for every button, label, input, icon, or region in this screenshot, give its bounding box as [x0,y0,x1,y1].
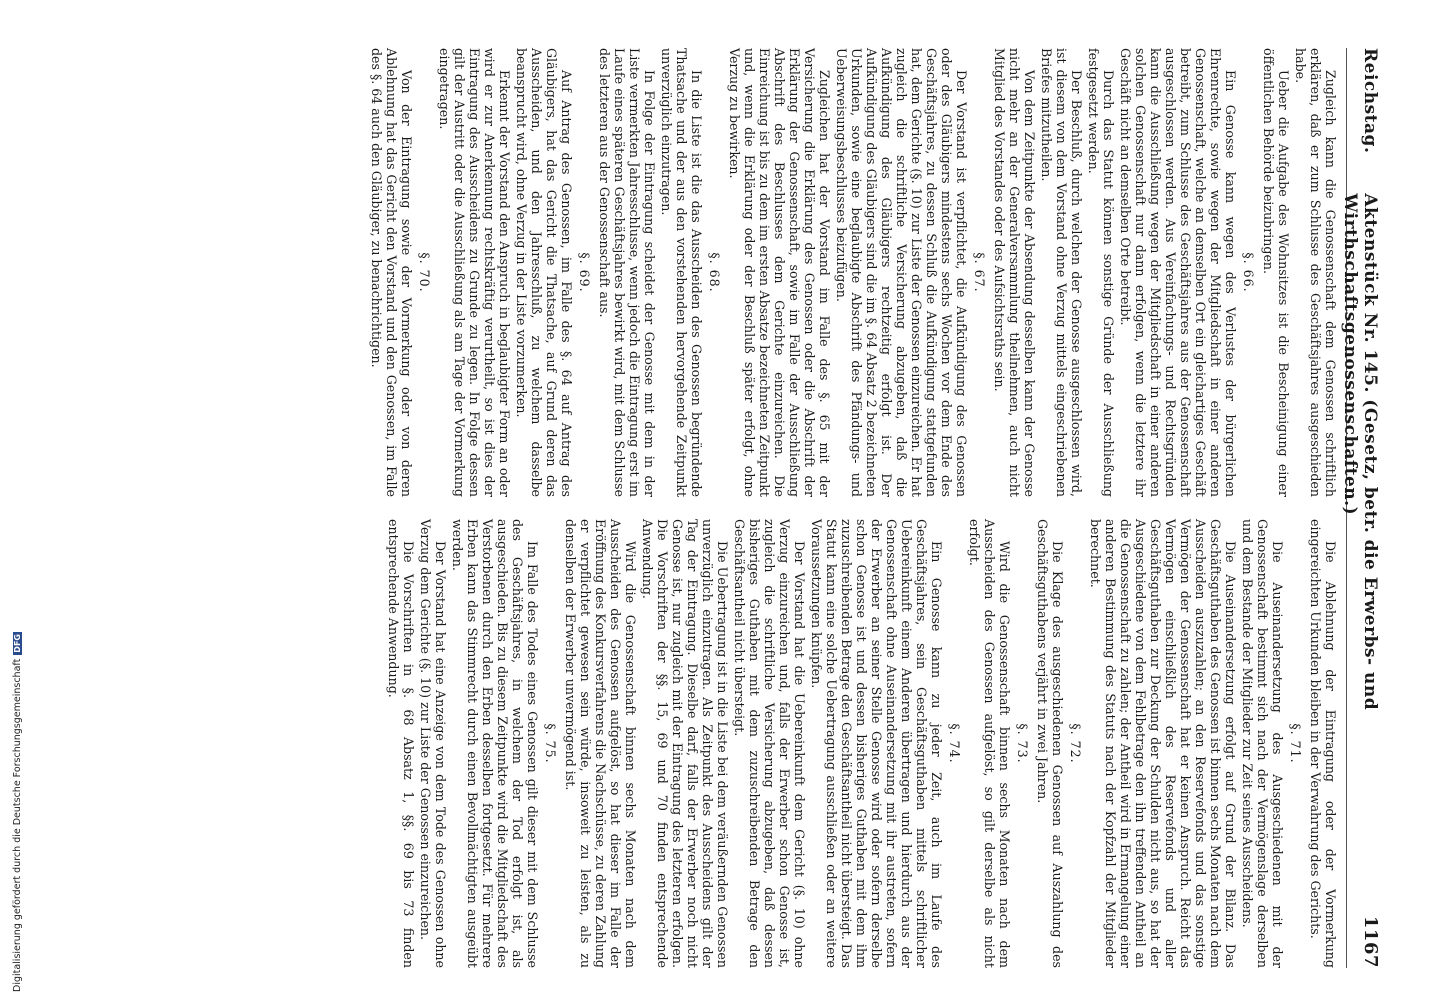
paragraph: Ein Genosse kann zu jeder Zeit, auch im Laufe des Geschäftsjahres, sein Geschäftsguthaben mittels schriftlicher Uebereinkunft einem Anderen übertragen und hierdurch aus der Genossenschaft ohne Auseinandersetzung mit ihr austreten, sofern der Erwerber an seiner Stelle Genosse wird oder sofern derselbe schon Genosse ist und dessen bisheriges Guthaben mit dem ihm zuzuschreibenden Betrage den Geschäftsantheil nicht übersteigt. Das Statut kann eine solche Uebertragung ausschließen oder an weitere Voraussetzungen knüpfen. [809,519,944,968]
header-left [1340,48,1380,916]
paragraph: Zugleich kann die Genossenschaft dem Genossen schriftlich erklären, daß er zum Schlusse des Geschäftsjahres ausgeschieden habe. [1293,48,1338,497]
page-number: 1167 [1360,915,1381,968]
document-page [77,38,1387,978]
paragraph: Durch das Statut können sonstige Gründe der Ausschließung festgesetzt werden. [1086,48,1116,497]
paragraph: Zugleichen hat der Vorstand im Falle des §. 65 mit der Versicherung die Erklärung des Genossen oder die Abschrift der Erklärung der Genossenschaft, sowie im Falle der Ausschließung Abschrift des Beschlusses dem Gerichte einzureichen. Die Einreichung ist bis zu dem im ersten Absatze bezeichneten Zeitpunkt und, wenn die Erklärung oder der Beschluß später erfolgt, ohne Verzug zu bewirken. [727,48,832,497]
paragraph: In die Liste ist die das Ausscheiden des Genossen begründende Thatsache und der aus den vorstehenden hervorgehende Zeitpunkt unverzüglich einzutragen. [659,48,704,497]
section-heading: §. 71. [1288,723,1303,764]
left-column [367,48,1338,497]
section-heading: §. 72. [1068,723,1083,764]
paragraph: Wird die Genossenschaft binnen sechs Monaten nach dem Ausscheiden des Genossen aufgelöst, so hat dieser im Falle der Eröffnung des Konkursverfahrens die Nachschüsse, zu deren Zahlung er verpflichtet gewesen sein würde, insoweit zu leisten, als zu denselben der Erwerber unvermögend ist. [563,519,638,968]
paragraph: Der Vorstand hat die Uebereinkunft dem Gericht (§. 10) ohne Verzug einzureichen und, falls der Erwerber schon Genosse ist, zugleich die schriftliche Versicherung abzugeben, daß dessen bisheriges Guthaben mit dem zuzuschreibenden Betrage den Geschäftsantheil nicht übersteigt. [732,519,807,968]
digitization-credit [12,632,23,992]
paragraph: Ueber die Aufgabe des Wohnsitzes ist die Bescheinigung einer öffentlichen Behörde beizubringen. [1261,48,1291,497]
paragraph: Die Ablehnung der Eintragung oder der Vormerkung eingereichten Urkunden bleiben in der Verwahrung des Gerichts. [1308,519,1338,968]
paragraph: Auf Antrag des Genossen, im Falle des §. 64 auf Antrag des Gläubigers, hat das Gericht die Thatsache, auf Grund deren das Ausscheiden, und den Jahresschluß, zu welchem dasselbe beansprucht wird, ohne Verzug in der Liste vorzumerken. [514,48,574,497]
paragraph: Die Auseinandersetzung des Ausgeschiedenen mit der Genossenschaft bestimmt sich nach der Vermögenslage derselben und dem Bestande der Mitglieder zur Zeit seines Ausscheidens. [1240,519,1285,968]
paragraph: Der Vorstand hat eine Anzeige von dem Tode des Genossen ohne Verzug dem Gerichte (§. 10) zur Liste der Genossen einzureichen. [418,519,448,968]
paragraph: In Folge der Eintragung scheidet der Genosse mit dem in der Liste vermerkten Jahresschlusse, wenn jedoch die Eintragung erst im Laufe eines späteren Geschäftsjahres bewirkt wird, mit dem Schlusse des letzteren aus der Genossenschaft aus. [597,48,657,497]
paragraph: Die Uebertragung ist in die Liste bei dem veräußernden Genossen unverzüglich einzutragen. Als Zeitpunkt des Ausscheidens gilt der Tag der Eintragung. Dieselbe darf, falls der Erwerber noch nicht Genosse ist, nur zugleich mit der Eintragung des letzteren erfolgen. Die Vorschriften der §§. 15, 69 und 70 finden entsprechende Anwendung. [640,519,730,968]
section-heading: §. 75. [543,723,558,764]
paragraph: Die Vorschriften in §. 68 Absatz 1, §§. 69 bis 73 finden entsprechende Anwendung. [386,519,416,968]
section-heading: §. 68. [707,252,722,293]
section-heading: §. 67. [972,252,987,293]
text-columns [367,48,1338,968]
paragraph: Der Vorstand ist verpflichtet, die Aufkündigung des Genossen oder des Gläubigers mindestens sechs Wochen vor dem Ende des Geschäftsjahres, zu dessen Schluß die Aufkündigung stattgefunden hat, dem Gerichte (§. 10) zur Liste der Genossen einzureichen. Er hat zugleich die schriftliche Versicherung abzugeben, daß die Aufkündigung des Gläubigers rechtzeitig erfolgt ist. Der Aufkündigung des Gläubigers sind die im §. 64 Absatz 2 bezeichneten Urkunden, sowie eine beglaubigte Abschrift des Pfändungs- und Ueberweisungsbeschlusses beizufügen. [834,48,969,497]
paragraph: Die Klage des ausgeschiedenen Genossen auf Auszahlung des Geschäftsguthabens verjährt in zwei Jahren. [1035,519,1065,968]
section-heading: §. 74. [947,723,962,764]
dfg-logo: DFG [13,634,22,653]
section-heading: §. 69. [577,252,592,293]
right-column [367,519,1338,968]
section-heading: §. 70. [417,252,432,293]
paragraph: Von dem Zeitpunkte der Absendung desselben kann der Genosse nicht mehr an der Generalversammlung theilnehmen, auch nicht Mitglied des Vorstandes oder des Aufsichtsraths sein. [992,48,1037,497]
paragraph: Ein Genosse kann wegen des Verlustes der bürgerlichen Ehrenrechte, sowie wegen der Mitgliedschaft in einer anderen Genossenschaft, welche an demselben Ort ein gleichartiges Geschäft betreibt, zum Schlusse des Geschäftsjahres aus der Genossenschaft ausgeschlossen werden. Aus Vereinfachungs- und Rechtsgründen kann die Ausschließung wegen der Mitgliedschaft in einer anderen solchen Genossenschaft nur dann erfolgen, wenn die letztere ihr Geschäft nicht an demselben Orte betreibt. [1118,48,1238,497]
credit-text: Digitalisierung gefördert durch die Deutsche Forschungsgemeinschaft [12,658,23,992]
paragraph: Von der Eintragung sowie der Vormerkung oder von deren Ablehnung hat das Gericht den Vorstand und den Genossen, im Falle des §. 64 auch den Gläubiger, zu benachrichtigen. [369,48,414,497]
section-heading: §. 66. [1241,252,1256,293]
section-heading: §. 73. [1015,723,1030,764]
paragraph: Im Falle des Todes eines Genossen gilt dieser mit dem Schlusse des Geschäftsjahres, in welchem der Tod erfolgt ist, als ausgeschieden. Bis zu diesem Zeitpunkte wird die Mitgliedschaft des Verstorbenen durch den Erben desselben fortgesetzt. Für mehrere Erben kann das Stimmrecht durch einen Bevollmächtigten ausgeübt werden. [450,519,540,968]
header-title: Aktenstück Nr. 145. (Gesetz, betr. die Erwerbs- und Wirthschaftsgenossenschaften.) [1340,193,1380,711]
paragraph: Die Auseinandersetzung erfolgt auf Grund der Bilanz. Das Geschäftsguthaben des Genossen ist binnen sechs Monaten nach dem Ausscheiden auszuzahlen; an den Reservefonds und das sonstige Vermögen der Genossenschaft hat er keinen Anspruch. Reicht das Vermögen einschließlich des Reservefonds und aller Geschäftsguthaben zur Deckung der Schulden nicht aus, so hat der Ausgeschiedene von dem Fehlbetrage den ihn treffenden Antheil an die Genossenschaft zu zahlen; der Antheil wird in Ermangelung einer anderen Bestimmung des Statuts nach der Kopfzahl der Mitglieder berechnet. [1088,519,1238,968]
page-header [1340,48,1381,968]
paragraph: Der Beschluß, durch welchen der Genosse ausgeschlossen wird, ist diesem von dem Vorstand ohne Verzug mittels eingeschriebenen Briefes mitzutheilen. [1039,48,1084,497]
paragraph: Erkennt der Vorstand den Anspruch in beglaubigter Form an oder wird er zur Anerkennung rechtskräftig verurtheilt, so ist dies der Eintragung des Ausscheidens zu Grunde zu legen. In Folge dessen gilt der Austritt oder die Ausschließung als am Tage der Vormerkung eingetragen. [437,48,512,497]
header-section: Reichstag. [1360,48,1380,154]
paragraph: Wird die Genossenschaft binnen sechs Monaten nach dem Ausscheiden des Genossen aufgelöst, so gilt derselbe als nicht erfolgt. [967,519,1012,968]
